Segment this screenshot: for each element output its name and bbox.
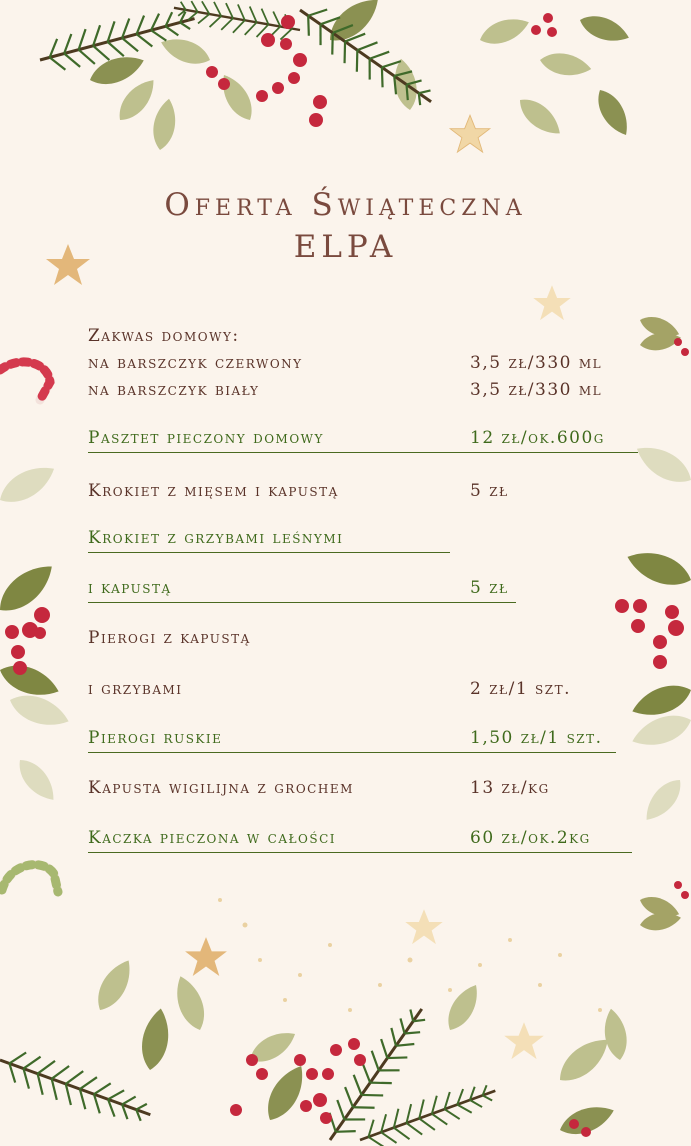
- item-name: Pierogi z kapustą: [88, 628, 251, 648]
- offer-item: [88, 528, 450, 553]
- item-name: i grzybami: [88, 679, 183, 699]
- item-name: Kaczka pieczona w całości: [88, 828, 337, 848]
- item-price: 3,5 zł/330 ml: [470, 353, 603, 373]
- item-price: 60 zł/ok.2kg: [470, 828, 591, 848]
- item-price: 5 zł: [470, 578, 509, 598]
- item-name: i kapustą: [88, 578, 172, 598]
- item-name: Krokiet z grzybami leśnymi: [88, 528, 344, 548]
- item-name: Zakwas domowy:: [88, 326, 240, 346]
- offer-item: [88, 728, 616, 753]
- offer-item: [88, 828, 632, 853]
- item-name: na barszczyk czerwony: [88, 353, 303, 373]
- item-price: 2 zł/1 szt.: [470, 679, 571, 699]
- offer-item: [88, 428, 638, 453]
- title-line-2: ELPA: [293, 229, 398, 265]
- item-price: 12 zł/ok.600g: [470, 428, 605, 448]
- item-price: 5 zł: [470, 481, 509, 501]
- item-price: 3,5 zł/330 ml: [470, 380, 603, 400]
- item-name: Pasztet pieczony domowy: [88, 428, 324, 448]
- item-price: 1,50 zł/1 szt.: [470, 728, 603, 748]
- title-line-1: Oferta Świąteczna: [164, 187, 527, 223]
- item-name: Krokiet z mięsem i kapustą: [88, 481, 339, 501]
- item-name: Kapusta wigilijna z grochem: [88, 778, 354, 798]
- offer-item: [88, 578, 516, 603]
- item-name: na barszczyk biały: [88, 380, 260, 400]
- item-price: 13 zł/kg: [470, 778, 550, 798]
- item-name: Pierogi ruskie: [88, 728, 223, 748]
